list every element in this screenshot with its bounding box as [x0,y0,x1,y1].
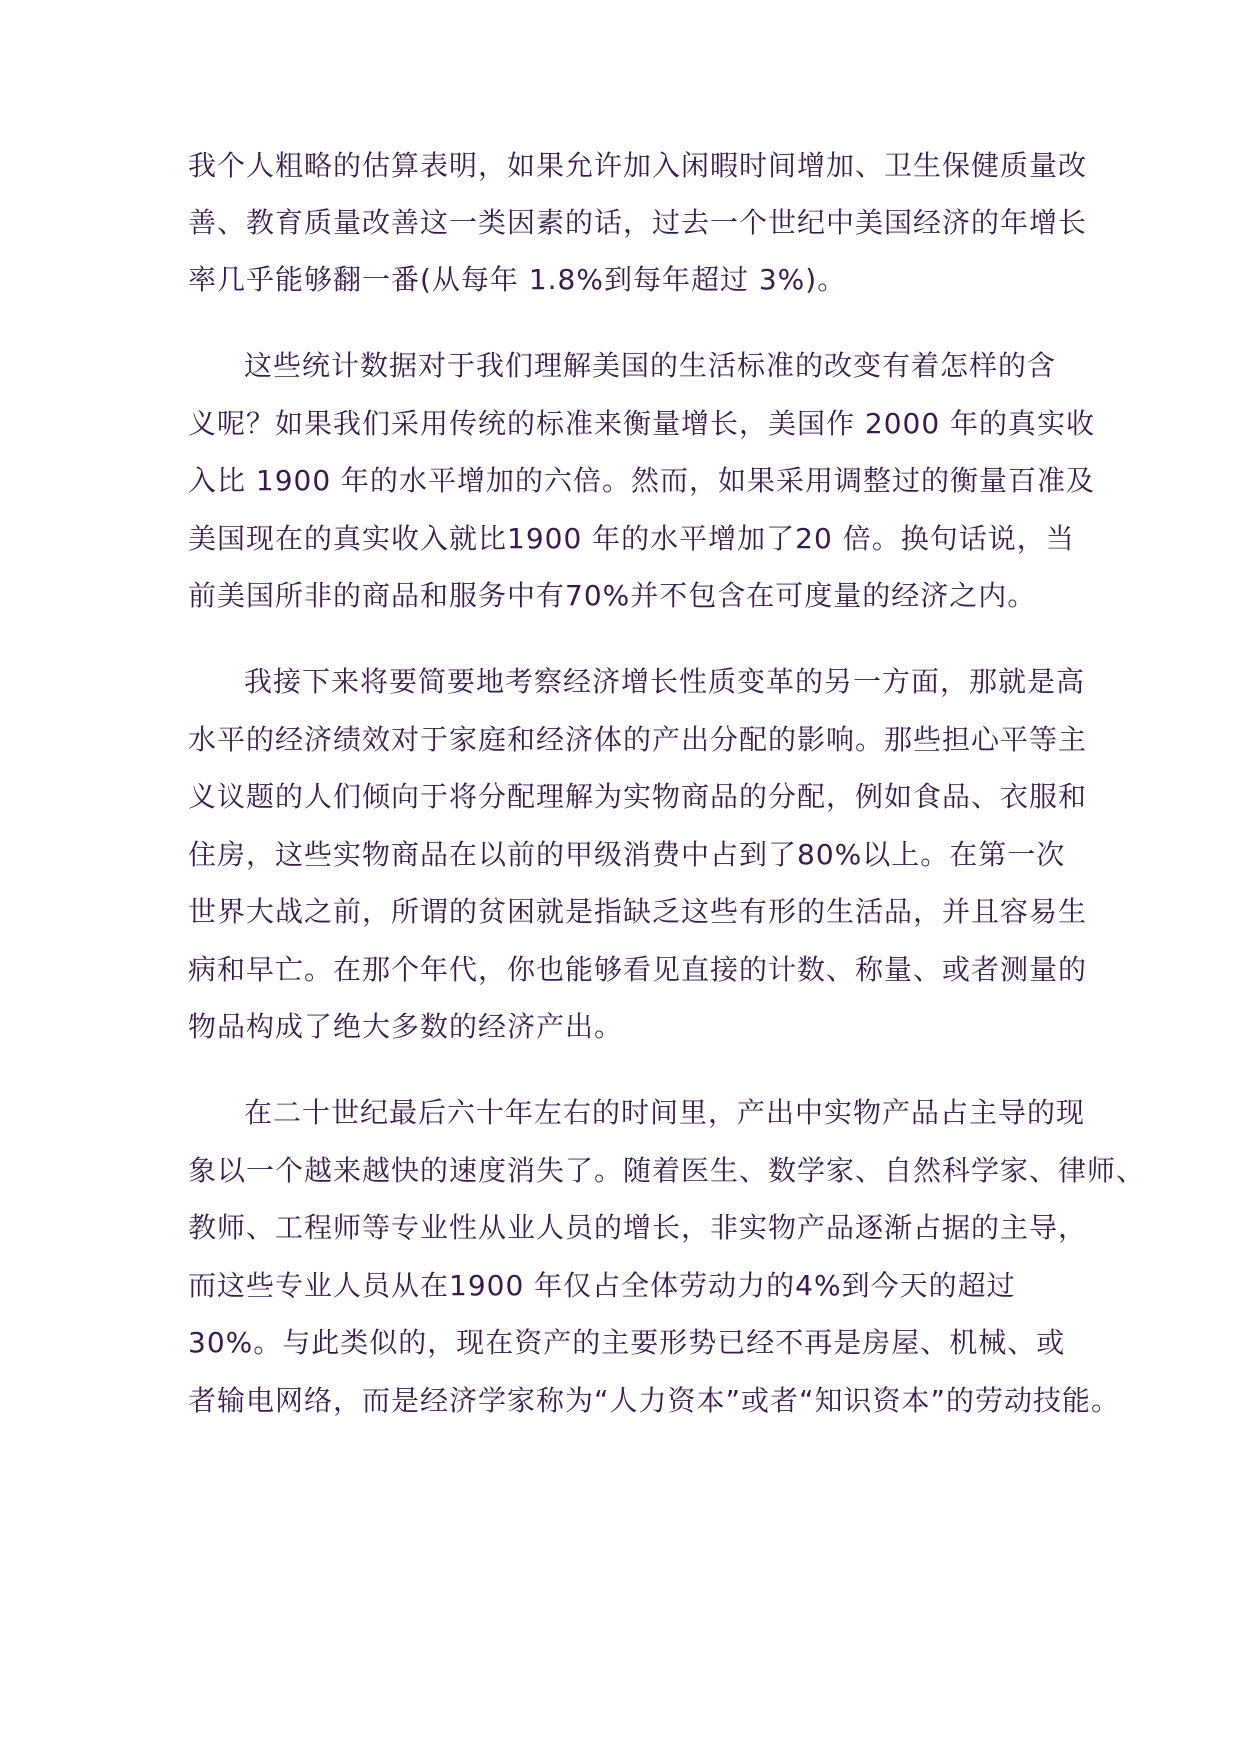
text-line: 我个人粗略的估算表明，如果允许加入闲暇时间增加、卫生保健质量改 [188,149,1088,182]
text-line: 率几乎能够翻一番(从每年 1.8%到每年超过 3%)。 [188,263,847,296]
text-line: 住房，这些实物商品在以前的甲级消费中占到了80%以上。在第一次 [188,838,1066,871]
text-line: 前美国所非的商品和服务中有70%并不包含在可度量的经济之内。 [188,579,1037,612]
text-line: 世界大战之前，所谓的贫困就是指缺乏这些有形的生活品，并且容易生 [188,895,1088,928]
text-line: 我接下来将要简要地考察经济增长性质变革的另一方面，那就是高 [244,665,1086,698]
text-line: 象以一个越来越快的速度消失了。随着医生、数学家、自然科学家、律师、 [188,1154,1146,1187]
text-line: 义呢？如果我们采用传统的标准来衡量增长，美国作 2000 年的真实收 [188,407,1096,440]
text-line: 义议题的人们倾向于将分配理解为实物商品的分配，例如食品、衣服和 [188,780,1088,813]
text-line: 而这些专业人员从在1900 年仅占全体劳动力的4%到今天的超过 [188,1269,1016,1302]
text-line: 病和早亡。在那个年代，你也能够看见直接的计数、称量、或者测量的 [188,953,1088,986]
text-line: 30%。与此类似的，现在资产的主要形势已经不再是房屋、机械、或 [188,1326,1066,1359]
text-line: 这些统计数据对于我们理解美国的生活标准的改变有着怎样的含 [244,349,1057,382]
text-line: 者输电网络，而是经济学家称为“人力资本”或者“知识资本”的劳动技能。 [188,1384,1121,1417]
text-line: 教师、工程师等专业性从业人员的增长，非实物产品逐渐占据的主导， [188,1211,1088,1244]
text-line: 入比 1900 年的水平增加的六倍。然而，如果采用调整过的衡量百准及 [188,464,1096,497]
text-line: 美国现在的真实收入就比1900 年的水平增加了20 倍。换句话说，当 [188,522,1075,555]
text-line: 在二十世纪最后六十年左右的时间里，产出中实物产品占主导的现 [244,1096,1086,1129]
text-line: 水平的经济绩效对于家庭和经济体的产出分配的影响。那些担心平等主 [188,723,1088,756]
text-line: 善、教育质量改善这一类因素的话，过去一个世纪中美国经济的年增长 [188,206,1088,239]
text-line: 物品构成了绝大多数的经济产出。 [188,1010,624,1043]
